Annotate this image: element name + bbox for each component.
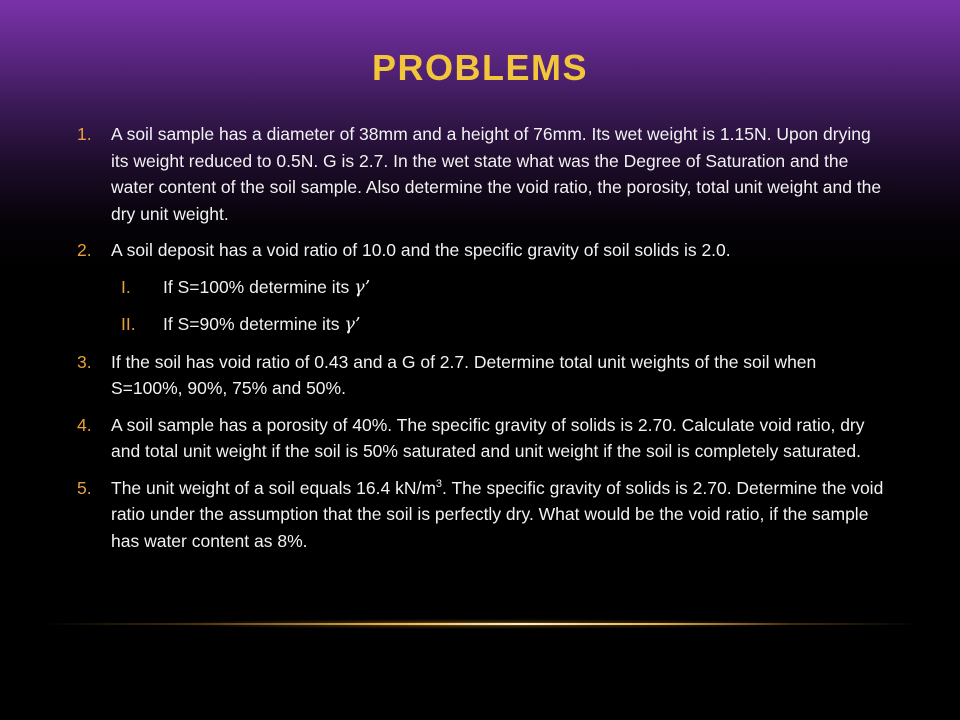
- problem-text: A soil deposit has a void ratio of 10.0 and the specific gravity of soil solids is 2.0.: [111, 240, 731, 260]
- unit-superscript: 3: [435, 477, 443, 490]
- subproblem-number: II.: [121, 314, 136, 334]
- problem-item-4: [75, 412, 890, 465]
- slide-title: PROBLEMS: [371, 47, 588, 88]
- problem-number: 1.: [77, 124, 92, 144]
- subproblem-text: If S=90% determine its: [163, 314, 345, 334]
- problem-item-1: [75, 121, 890, 227]
- subproblem-item-1: [75, 274, 890, 302]
- problem-number: 2.: [77, 240, 92, 260]
- problem-number: 3.: [77, 351, 92, 372]
- problem-item-2: [75, 237, 890, 264]
- subproblem-item-2: [75, 311, 890, 339]
- problem-number: 4.: [77, 414, 92, 435]
- gamma-prime-symbol: γ’: [354, 277, 371, 298]
- subproblem-number: I.: [121, 276, 131, 297]
- problem-text-after: . The specific gravity of solids is 2.70. Determine the void ratio under the assumption that the soil is perfectly dry. What would be the void ratio, if the sample has water content as 8%.: [111, 477, 884, 551]
- problem-number: 5.: [77, 477, 92, 498]
- glowing-divider-line: [40, 619, 920, 629]
- problem-text: A soil sample has a diameter of 38mm and a height of 76mm. Its wet weight is 1.15N. Upon drying its weight reduced to 0.5N. G is 2.7. In the wet state what was the Degree of Saturation and the water content of the soil sample. Also determine the void ratio, the porosity, total unit weight and the dry unit weight.: [111, 124, 882, 224]
- divider-core: [40, 623, 920, 625]
- problem-text: If the soil has void ratio of 0.43 and a G of 2.7. Determine total unit weights of the soil when S=100%, 90%, 75% and 50%.: [111, 351, 817, 398]
- problem-item-5: [75, 475, 890, 555]
- problem-text-before: The unit weight of a soil equals 16.4 kN/m: [111, 477, 436, 498]
- problem-item-3: [75, 349, 890, 402]
- gamma-prime-symbol: γ’: [344, 315, 361, 335]
- problem-text: A soil sample has a porosity of 40%. The specific gravity of solids is 2.70. Calculate void ratio, dry and total unit weight if the soil is 50% saturated and unit weight if the soil is completely saturated.: [111, 414, 865, 461]
- problem-list: [75, 121, 890, 564]
- subproblem-text: If S=100% determine its: [163, 276, 355, 297]
